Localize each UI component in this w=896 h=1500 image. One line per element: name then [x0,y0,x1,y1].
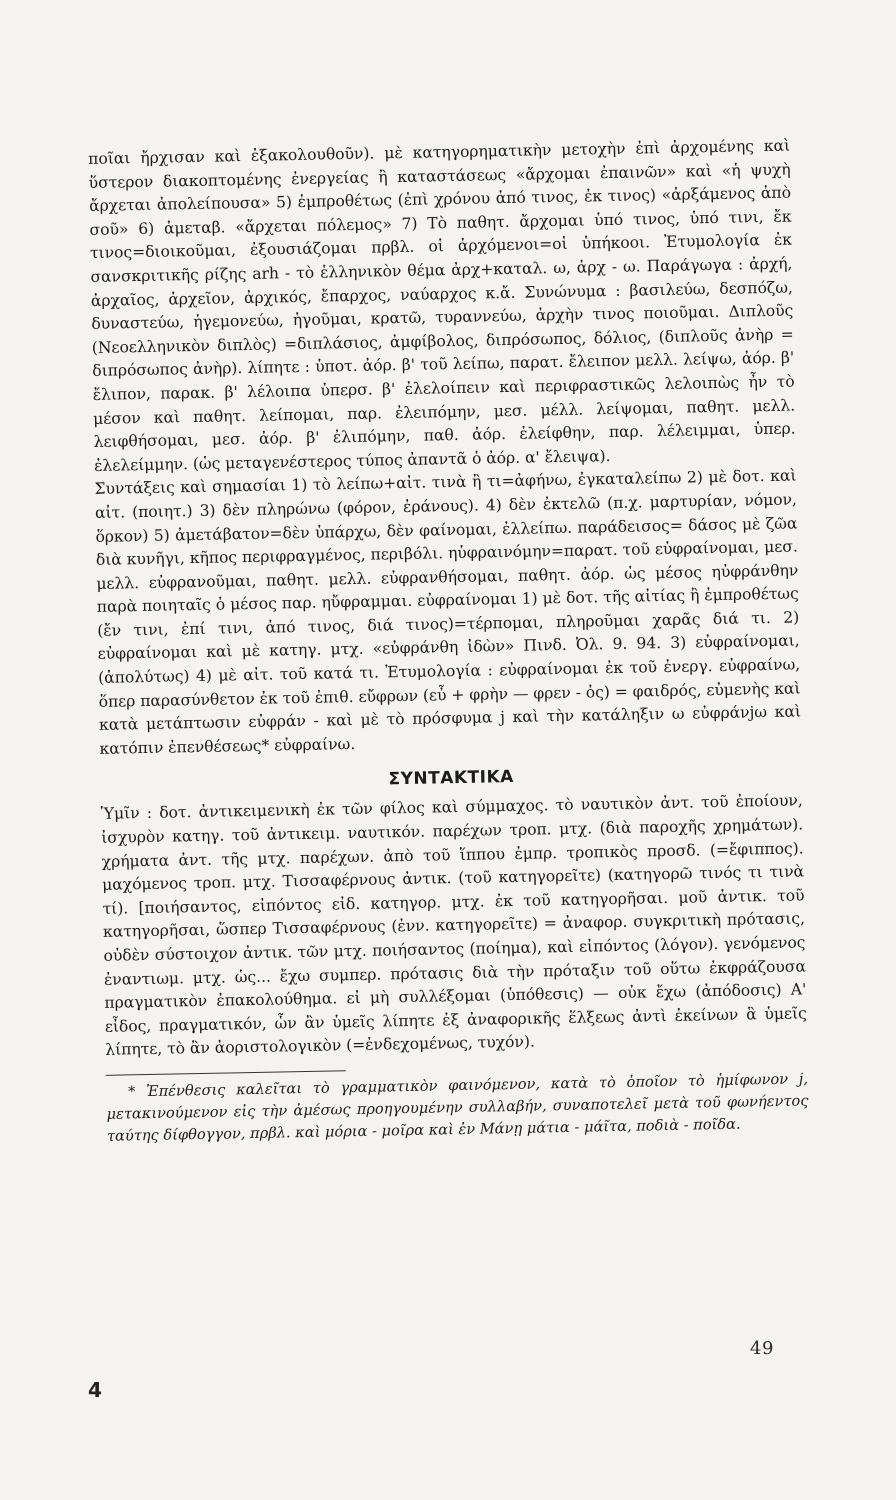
paragraph-lexicon-leipo: Συντάξεις καὶ σημασίαι 1) τὸ λείπω+αἰτ. τινὰ ἢ τι=ἀφήνω, ἐγκαταλείπω 2) μὲ δοτ. καὶ αἰτ. (ποιητ.) 3) δὲν πληρώνω (φόρον, ἐράνους). 4) δὲν ἐκτελῶ (π.χ. μαρτυρίαν, νόμον, ὅρκον) 5) ἀμετάβατον=δὲν ὑπάρχω, δὲν φαίνομαι, ἐλλείπω. παράδεισος= δάσος μὲ ζῶα διὰ κυνῆγι, κῆπος περιφραγμένος, περιβόλι. ηὑφραινόμην=παρατ. τοῦ εὐφραίνομαι, μεσ. μελλ. εὐφρανοῦμαι, παθητ. μελλ. εὐφρανθήσομαι, παθητ. ἀόρ. ὡς μέσος ηὐφράνθην παρὰ ποιηταῖς ὁ μέσος παρ. ηὔφραμμαι. εὐφραίνομαι 1) μὲ δοτ. τῆς αἰτίας ἢ ἐμπροθέτως (ἔν τινι, ἐπί τινι, ἀπό τινος, διά τινος)=τέρπομαι, πληροῦμαι χαρᾶς διά τι. 2) εὐφραίνομαι καὶ μὲ κατηγ. μτχ. «εὐφράνθη ἰδὼν» Πινδ. Ὀλ. 9. 94. 3) εὐφραίνομαι, (ἀπολύτως) 4) μὲ αἰτ. τοῦ κατά τι. Ἐτυμολογία : εὐφραίνομαι ἐκ τοῦ ἐνεργ. εὐφραίνω, ὅπερ παρασύνθετον ἐκ τοῦ ἐπιθ. εὔφρων (εὖ + φρὴν — φρεν - ὀς) = φαιδρός, εὐμενὴς καὶ κατὰ μετάπτωσιν εὐφράν - καὶ μὲ τὸ πρόσφυμα j καὶ τὴν κατάληξιν ω εὐφράνjω καὶ κατόπιν ἐπενθέσεως* εὐφραίνω. [94,466,802,758]
text-block [88,135,809,1148]
paragraph-lexicon-archomai: ποῖαι ἤρχισαν καὶ ἐξακολουθοῦν). μὲ κατηγορηματικὴν μετοχὴν ἐπὶ ἀρχομένης καὶ ὕστερον διακοπτομένης ἐνεργείας ἢ καταστάσεως «ἄρχομαι ἐπαινῶν» καὶ «ἡ ψυχὴ ἄρχεται ἀπολείπουσα» 5) ἐμπροθέτως (ἐπὶ χρόνου ἀπό τινος, ἐκ τινος) «ἀρξάμενος ἀπὸ σοῦ» 6) ἀμεταβ. «ἄρχεται πόλεμος» 7) Τὸ παθητ. ἄρχομαι ὑπό τινος, ὑπό τινι, ἔκ τινος=διοικοῦμαι, ἐξουσιάζομαι πρβλ. οἱ ἀρχόμενοι=οἱ ὑπήκοοι. Ἐτυμολογία ἐκ σανσκριτικῆς ρίζης arh - τὸ ἑλληνικὸν θέμα ἀρχ+καταλ. ω, ἀρχ - ω. Παράγωγα : ἀρχή, ἀρχαῖος, ἀρχεῖον, ἀρχικός, ἔπαρχος, ναύαρχος κ.ἄ. Συνώνυμα : βασιλεύω, δεσπόζω, δυναστεύω, ἡγεμονεύω, ἡγοῦμαι, κρατῶ, τυραννεύω, ἀρχὴν τινος ποιοῦμαι. Διπλοῦς (Νεοελληνικὸν διπλὸς) =διπλάσιος, ἀμφίβολος, διπρόσωπος, δόλιος, (διπλοῦς ἀνὴρ = διπρόσωπος ἀνὴρ). λίπητε : ὑποτ. ἀόρ. β' τοῦ λείπω, παρατ. ἔλειπον μελλ. λείψω, ἀόρ. β' ἔλιπον, παρακ. β' λέλοιπα ὑπερσ. β' ἐλελοίπειν καὶ περιφραστικῶς λελοιπὼς ἦν τὸ μέσον καὶ παθητ. λείπομαι, παρ. ἐλειπόμην, μεσ. μέλλ. λείψομαι, παθητ. μελλ. λειφθήσομαι, μεσ. ἀόρ. β' ἐλιπόμην, παθ. ἀόρ. ἐλείφθην, παρ. λέλειμμαι, ὑπερ. ἐλελείμμην. (ὡς μεταγενέστερος τύπος ἀπαντᾶ ὁ ἀόρ. α' ἔλειψα). [88,136,796,475]
paragraph-syntax: Ὑμῖν : δοτ. ἀντικειμενικὴ ἐκ τῶν φίλος καὶ σύμμαχος. τὸ ναυτικὸν ἀντ. τοῦ ἐποίουν, ἰσχυρὸν κατηγ. τοῦ ἀντικειμ. ναυτικόν. παρέχων τροπ. μτχ. (διὰ παροχῆς χρημάτων). χρήματα ἀντ. τῆς μτχ. παρέχων. ἀπὸ τοῦ ἵππου ἐμπρ. τροπικὸς προσδ. (=ἔφιππος). μαχόμενος τροπ. μτχ. Τισσαφέρνους ἀντικ. (τοῦ κατηγορεῖτε) (κατηγορῶ τινός τι τινὰ τί). [ποιήσαντος, εἰπόντος εἰδ. κατηγορ. μτχ. ἐκ τοῦ κατηγορῆσαι. μοῦ ἀντικ. τοῦ κατηγορῆσαι, ὥσπερ Τισσαφέρνους (ἐνν. κατηγορεῖτε) = ἀναφορ. συγκριτικὴ πρότασις, οὐδὲν σύστοιχον ἀντικ. τῶν μτχ. ποιήσαντος (ποίημα), καὶ εἰπόντος (λόγον). γενόμενος ἐναντιωμ. μτχ. ὡς... ἔχω συμπερ. πρότασις διὰ τὴν πρόταξιν τοῦ οὕτω ἐκφράζουσα πραγματικὸν ἐπακολούθημα. εἰ μὴ συλλέξομαι (ὑπόθεσις) — οὐκ ἔχω (ἀπόδοσις) Α' εἶδος, πραγματικόν, ὧν ἂν ὑμεῖς λίπητε ἐξ ἀναφορικῆς ἕλξεως ἀντὶ ἐκείνων ἃ ὑμεῖς λίπητε, τὸ ἂν ἀοριστολογικὸν (=ἐνδεχομένως, τυχόν). [100,791,807,1060]
footnote: * Ἐπένθεσις καλεῖται τὸ γραμματικὸν φαινόμενον, κατὰ τὸ ὁποῖον τὸ ἡμίφωνον j, μετακινούμενον εἰς τὴν ἀμέσως προηγουμένην συλλαβήν, συναποτελεῖ μετὰ τοῦ φωνήεντος ταύτης δίφθογγον, πρβλ. καὶ μόρια - μοῖρα καὶ ἐν Μάνῃ μάτια - μάῖτα, ποδιὰ - ποῖδα. [106,1070,809,1145]
footnote-divider [106,1070,346,1076]
section-heading: ΣΥΝΤΑΚΤΙΚΑ [388,767,515,790]
page-number: 49 [750,1338,774,1359]
signature-mark: 4 [88,1378,102,1402]
